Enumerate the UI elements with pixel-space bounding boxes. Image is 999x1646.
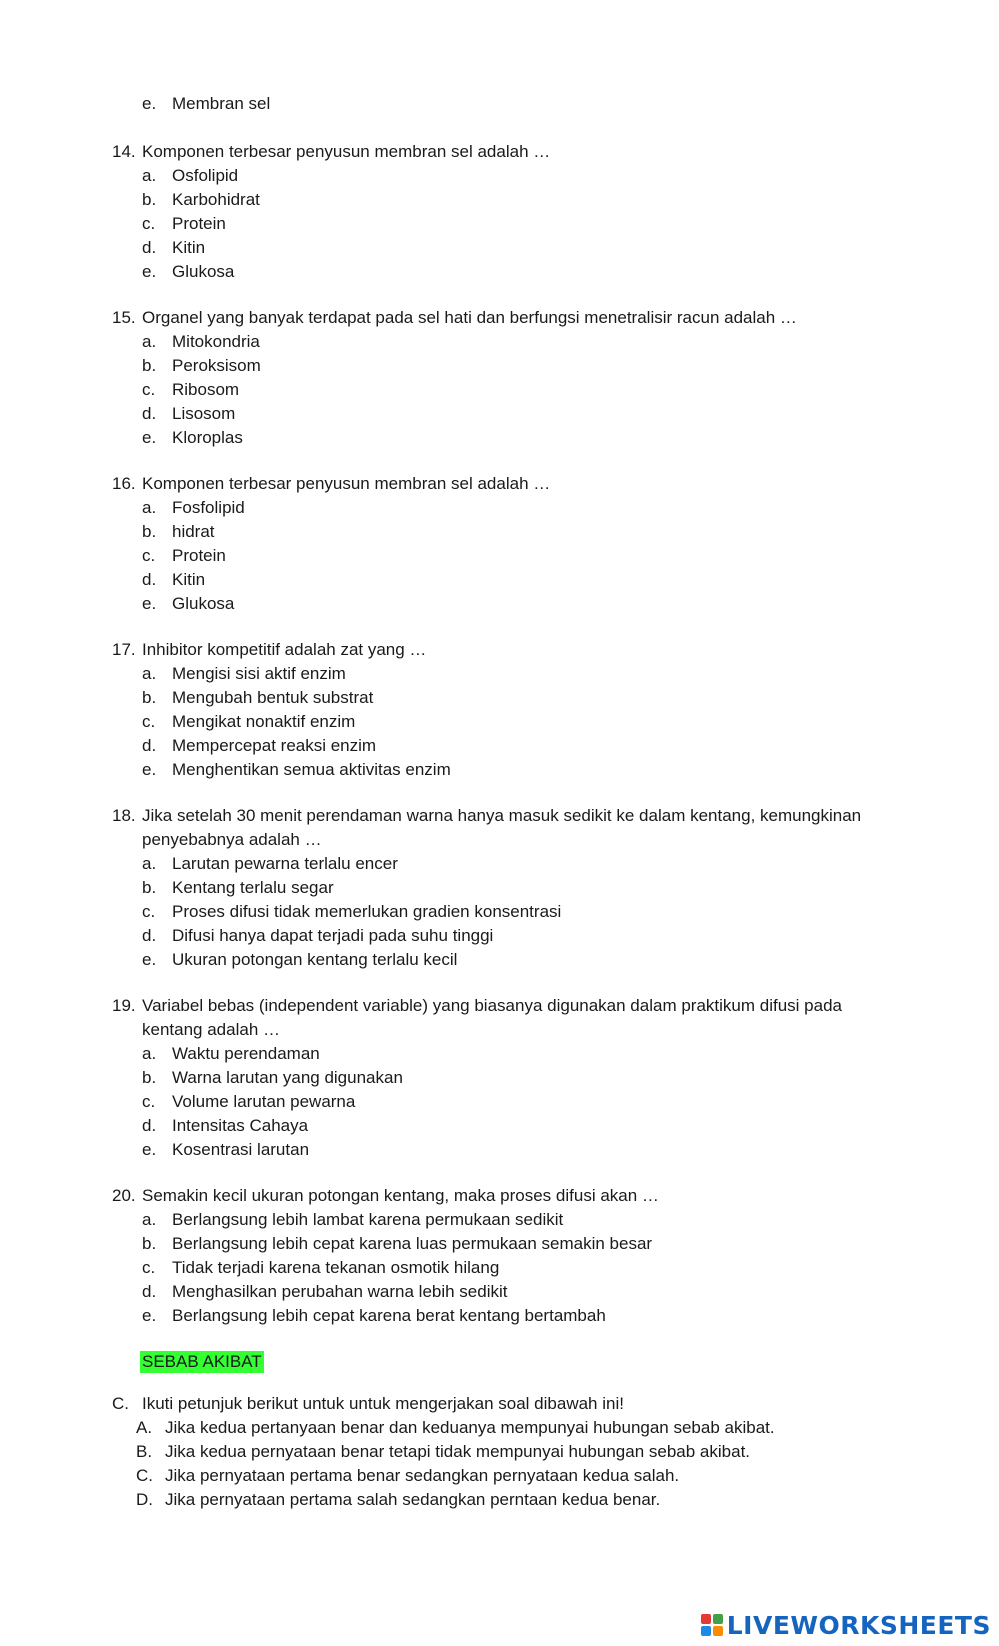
- answer-option: [0, 924, 999, 948]
- rule-item: [0, 1464, 999, 1488]
- question-text: penyebabnya adalah …: [142, 830, 322, 849]
- option-letter: c.: [142, 902, 156, 921]
- logo-mark-icon: [701, 1614, 723, 1636]
- logo-mark-square: [701, 1626, 711, 1636]
- option-letter: b.: [142, 1068, 157, 1087]
- answer-option: [0, 852, 999, 876]
- option-text: Glukosa: [172, 262, 235, 281]
- option-text: Peroksisom: [172, 356, 261, 375]
- option-letter: a.: [142, 854, 157, 873]
- rule-letter: A.: [136, 1418, 153, 1437]
- option-letter: d.: [142, 404, 157, 423]
- option-letter: b.: [142, 190, 157, 209]
- option-text: Lisosom: [172, 404, 236, 423]
- option-letter: b.: [142, 688, 157, 707]
- answer-option: [0, 1042, 999, 1066]
- answer-option: [0, 1256, 999, 1280]
- option-text: Berlangsung lebih cepat karena berat kentang bertambah: [172, 1306, 606, 1325]
- option-text: Glukosa: [172, 594, 235, 613]
- option-letter: d.: [142, 926, 157, 945]
- question-text: Komponen terbesar penyusun membran sel adalah …: [142, 474, 551, 493]
- question-20: [0, 1184, 999, 1350]
- option-text: Volume larutan pewarna: [172, 1092, 356, 1111]
- option-letter: b.: [142, 356, 157, 375]
- option-text: Proses difusi tidak memerlukan gradien konsentrasi: [172, 902, 562, 921]
- question-line: [0, 1184, 999, 1208]
- option-letter: e.: [142, 1140, 157, 1159]
- logo-mark-square: [701, 1614, 711, 1624]
- option-text: Protein: [172, 214, 226, 233]
- question-number: 17.: [112, 640, 136, 659]
- option-letter: c.: [142, 380, 156, 399]
- question-text: kentang adalah …: [142, 1020, 280, 1039]
- option-text: Kloroplas: [172, 428, 243, 447]
- option-letter: a.: [142, 498, 157, 517]
- rule-text: Jika kedua pertanyaan benar dan keduanya mempunyai hubungan sebab akibat.: [165, 1418, 775, 1437]
- answer-option: [0, 354, 999, 378]
- section-letter: C.: [112, 1394, 129, 1413]
- answer-option: [0, 212, 999, 236]
- option-text: Mengikat nonaktif enzim: [172, 712, 356, 731]
- answer-option: [0, 496, 999, 520]
- option-letter: d.: [142, 1282, 157, 1301]
- answer-option: [0, 1114, 999, 1138]
- option-letter: e.: [142, 950, 157, 969]
- option-text: Berlangsung lebih cepat karena luas permukaan semakin besar: [172, 1234, 653, 1253]
- question-line: [0, 140, 999, 164]
- answer-option: [0, 710, 999, 734]
- answer-option: [0, 876, 999, 900]
- question-line: [0, 994, 999, 1018]
- highlight-row: [0, 1350, 999, 1374]
- option-text: Ribosom: [172, 380, 240, 399]
- answer-option: [0, 378, 999, 402]
- question-text: Inhibitor kompetitif adalah zat yang …: [142, 640, 427, 659]
- answer-option: [0, 236, 999, 260]
- rule-item: [0, 1440, 999, 1464]
- question-number: 16.: [112, 474, 136, 493]
- option-letter: c.: [142, 214, 156, 233]
- question-17: [0, 638, 999, 804]
- question-list: [0, 140, 999, 1350]
- answer-option: [0, 1304, 999, 1328]
- question-text: Komponen terbesar penyusun membran sel adalah …: [142, 142, 551, 161]
- logo-text: LIVEWORKSHEETS: [726, 1610, 991, 1640]
- option-text: hidrat: [172, 522, 215, 541]
- option-text: Warna larutan yang digunakan: [172, 1068, 403, 1087]
- rule-item: [0, 1416, 999, 1440]
- option-letter: a.: [142, 332, 157, 351]
- answer-option: [0, 568, 999, 592]
- answer-option: [0, 948, 999, 972]
- option-letter: e.: [142, 594, 157, 613]
- option-text: Intensitas Cahaya: [172, 1116, 309, 1135]
- answer-option: [0, 520, 999, 544]
- option-letter: c.: [142, 546, 156, 565]
- option-text: Protein: [172, 546, 226, 565]
- option-text: Larutan pewarna terlalu encer: [172, 854, 398, 873]
- option-text: Menghasilkan perubahan warna lebih sedikit: [172, 1282, 508, 1301]
- question-text: Organel yang banyak terdapat pada sel hati dan berfungsi menetralisir racun adalah …: [142, 308, 797, 327]
- option-text: Kentang terlalu segar: [172, 878, 334, 897]
- question-line: [0, 472, 999, 496]
- answer-option: [0, 1232, 999, 1256]
- answer-option: [0, 260, 999, 284]
- rule-text: Jika pernyataan pertama salah sedangkan perntaan kedua benar.: [165, 1490, 661, 1509]
- option-letter: c.: [142, 1258, 156, 1277]
- option-letter: d.: [142, 1116, 157, 1135]
- rule-letter: C.: [136, 1466, 153, 1485]
- answer-option: [0, 1090, 999, 1114]
- answer-option: [0, 164, 999, 188]
- answer-option: [0, 662, 999, 686]
- option-letter: e.: [142, 94, 157, 113]
- option-text: Mengisi sisi aktif enzim: [172, 664, 346, 683]
- question-14: [0, 140, 999, 306]
- question-line: [0, 804, 999, 828]
- question-line: [0, 1018, 999, 1042]
- question-15: [0, 306, 999, 472]
- option-letter: b.: [142, 878, 157, 897]
- answer-option: [0, 1280, 999, 1304]
- answer-option: [0, 900, 999, 924]
- question-number: 18.: [112, 806, 136, 825]
- answer-option: [0, 592, 999, 616]
- option-text: Mempercepat reaksi enzim: [172, 736, 377, 755]
- liveworksheets-logo: [701, 1612, 991, 1638]
- answer-option: [0, 734, 999, 758]
- worksheet-content: [0, 92, 999, 1512]
- option-letter: d.: [142, 570, 157, 589]
- option-text: Kosentrasi larutan: [172, 1140, 310, 1159]
- question-number: 15.: [112, 308, 136, 327]
- rule-letter: B.: [136, 1442, 153, 1461]
- option-text: Kitin: [172, 570, 206, 589]
- question-line: [0, 306, 999, 330]
- option-letter: e.: [142, 428, 157, 447]
- logo-mark-square: [713, 1626, 723, 1636]
- question-number: 19.: [112, 996, 136, 1015]
- option-text: Tidak terjadi karena tekanan osmotik hilang: [172, 1258, 500, 1277]
- answer-option: [0, 330, 999, 354]
- option-text: Fosfolipid: [172, 498, 245, 517]
- option-text: Membran sel: [172, 94, 271, 113]
- option-text: Karbohidrat: [172, 190, 260, 209]
- question-text: Variabel bebas (independent variable) yang biasanya digunakan dalam praktikum difusi pada: [142, 996, 842, 1015]
- option-letter: c.: [142, 712, 156, 731]
- logo-mark-square: [713, 1614, 723, 1624]
- answer-option: [0, 1138, 999, 1162]
- rule-list: [0, 1416, 999, 1512]
- question-19: [0, 994, 999, 1184]
- rule-text: Jika pernyataan pertama benar sedangkan pernyataan kedua salah.: [165, 1466, 680, 1485]
- option-letter: a.: [142, 166, 157, 185]
- prev-question-option-e: [0, 92, 999, 116]
- rule-item: [0, 1488, 999, 1512]
- question-text: Jika setelah 30 menit perendaman warna hanya masuk sedikit ke dalam kentang, kemungkinan: [142, 806, 862, 825]
- option-letter: d.: [142, 238, 157, 257]
- question-line: [0, 828, 999, 852]
- option-text: Kitin: [172, 238, 206, 257]
- option-text: Mengubah bentuk substrat: [172, 688, 374, 707]
- option-letter: b.: [142, 1234, 157, 1253]
- question-number: 14.: [112, 142, 136, 161]
- answer-option: [0, 686, 999, 710]
- option-letter: a.: [142, 664, 157, 683]
- answer-option: [0, 426, 999, 450]
- question-line: [0, 638, 999, 662]
- answer-option: [0, 758, 999, 782]
- question-16: [0, 472, 999, 638]
- option-letter: b.: [142, 522, 157, 541]
- question-text: Semakin kecil ukuran potongan kentang, maka proses difusi akan …: [142, 1186, 659, 1205]
- answer-option: [0, 402, 999, 426]
- answer-option: [0, 544, 999, 568]
- option-letter: a.: [142, 1044, 157, 1063]
- option-text: Osfolipid: [172, 166, 239, 185]
- answer-option: [0, 188, 999, 212]
- option-text: Ukuran potongan kentang terlalu kecil: [172, 950, 458, 969]
- option-text: Menghentikan semua aktivitas enzim: [172, 760, 451, 779]
- question-18: [0, 804, 999, 994]
- rule-text: Jika kedua pernyataan benar tetapi tidak mempunyai hubungan sebab akibat.: [165, 1442, 751, 1461]
- option-text: Waktu perendaman: [172, 1044, 320, 1063]
- option-letter: e.: [142, 262, 157, 281]
- option-letter: d.: [142, 736, 157, 755]
- question-number: 20.: [112, 1186, 136, 1205]
- option-text: Difusi hanya dapat terjadi pada suhu tinggi: [172, 926, 494, 945]
- answer-option: [0, 1208, 999, 1232]
- option-letter: e.: [142, 1306, 157, 1325]
- option-letter: a.: [142, 1210, 157, 1229]
- option-letter: c.: [142, 1092, 156, 1111]
- option-letter: e.: [142, 760, 157, 779]
- section-instruction-text: Ikuti petunjuk berikut untuk untuk mengerjakan soal dibawah ini!: [142, 1394, 624, 1413]
- answer-option: [0, 1066, 999, 1090]
- sebab-akibat-highlight: SEBAB AKIBAT: [142, 1352, 262, 1371]
- rule-letter: D.: [136, 1490, 153, 1509]
- option-text: Mitokondria: [172, 332, 260, 351]
- section-instruction: [0, 1392, 999, 1416]
- option-text: Berlangsung lebih lambat karena permukaan sedikit: [172, 1210, 564, 1229]
